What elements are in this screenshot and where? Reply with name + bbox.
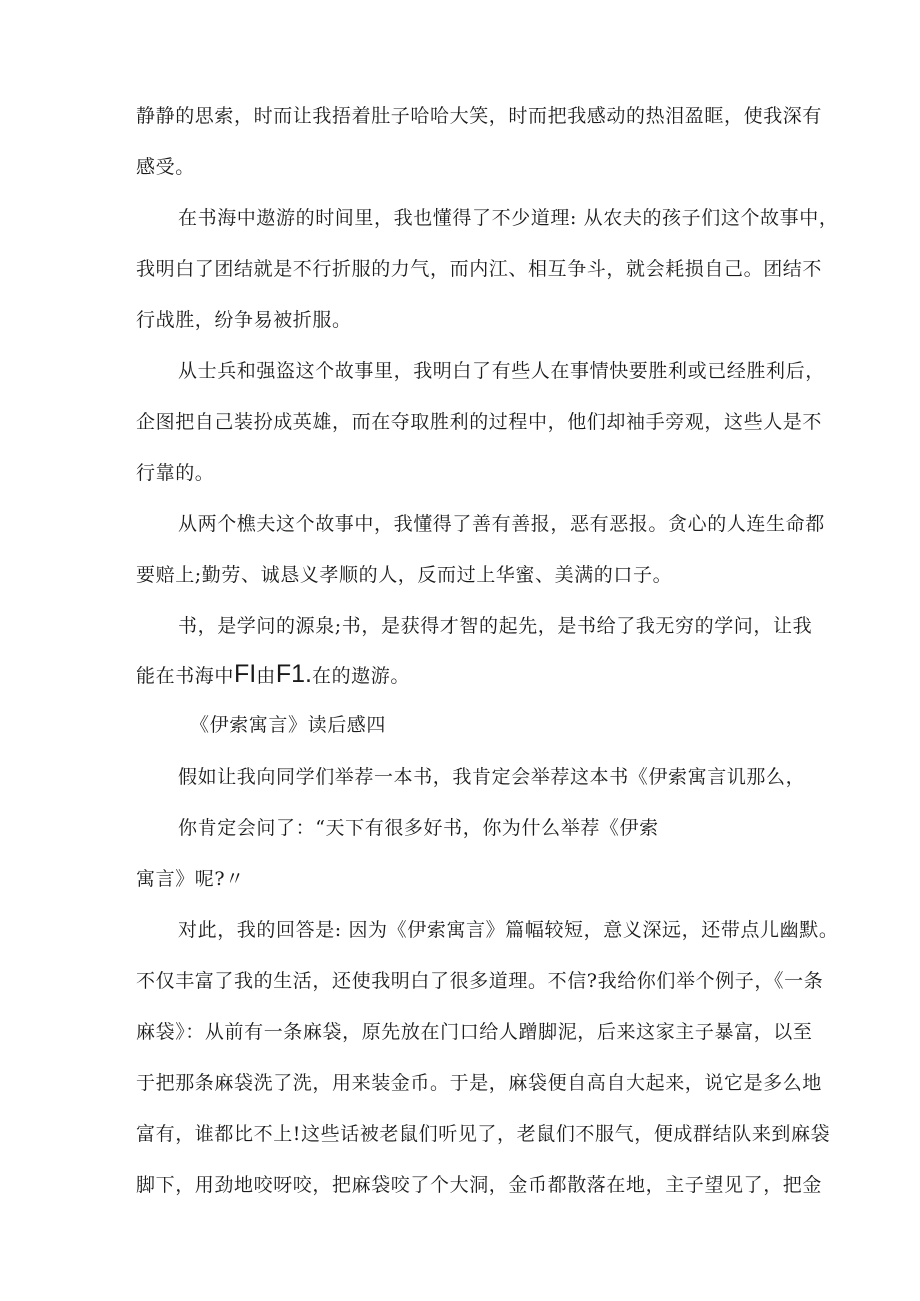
text-line: 在书海中遨游的时间里，我也懂得了不少道理: 从农夫的孩子们这个故事中， — [178, 207, 839, 229]
text-line: 从士兵和强盗这个故事里，我明白了有些人在事情快要胜利或已经胜利后， — [178, 360, 825, 382]
garbled-glyph: FI — [234, 660, 257, 688]
garbled-text-line — [136, 662, 410, 688]
text-line: 脚下，用劲地咬呀咬，把麻袋咬了个大洞，金币都散落在地，主子望见了，把金 — [136, 1174, 823, 1196]
text-line: 不仅丰富了我的生活，还使我明白了很多道理。不信?我给你们举个例子，《一条 — [136, 970, 824, 992]
text-line: 假如让我向同学们举荐一本书，我肯定会举荐这本书《伊索寓言讥那么， — [178, 766, 806, 788]
text-line: 企图把自己装扮成英雄，而在夺取胜利的过程中，他们却袖手旁观，这些人是不 — [136, 411, 823, 433]
text-fragment: 由 — [256, 665, 276, 687]
text-fragment: 能在书海中 — [136, 665, 235, 687]
text-line: 行靠的。 — [136, 462, 215, 484]
text-line: 富有，谁都比不上!这些话被老鼠们听见了，老鼠们不服气，便成群结队来到麻袋 — [136, 1123, 831, 1145]
text-line: 我明白了团结就是不行折服的力气，而内江、相互争斗，就会耗损自己。团结不 — [136, 258, 823, 280]
text-line: 从两个樵夫这个故事中，我懂得了善有善报，恶有恶报。贪心的人连生命都 — [178, 513, 825, 535]
garbled-glyph: F1. — [275, 660, 312, 688]
text-line: 于把那条麻袋洗了洗，用来装金币。于是，麻袋便自高自大起来，说它是多么地 — [136, 1072, 823, 1094]
text-line: 对此，我的回答是: 因为《伊索寓言》篇幅较短，意义深远，还带点儿幽默。 — [178, 919, 839, 941]
text-line: 寓言》呢?〃 — [136, 868, 245, 890]
text-line: 麻袋》：从前有一条麻袋，原先放在门口给人蹭脚泥，后来这家主子暴富，以至 — [136, 1021, 813, 1043]
text-line: 你肯定会问了：“天下有很多好书，你为什么举荐《伊索 — [178, 817, 659, 839]
text-line: 静静的思索，时而让我捂着肚子哈哈大笑，时而把我感动的热泪盈眶，使我深有 — [136, 105, 823, 127]
text-line: 要赔上;勤劳、诚恳义孝顺的人，反而过上华蜜、美满的口子。 — [136, 564, 673, 586]
text-fragment: 在的遨游。 — [311, 665, 410, 687]
text-line: 感受。 — [136, 156, 195, 178]
section-title: 《伊索寓言》读后感四 — [190, 714, 387, 736]
text-line: 行战胜，纷争易被折服。 — [136, 309, 352, 331]
text-line: 书，是学问的源泉;书，是获得才智的起先，是书给了我无穷的学问，让我 — [178, 615, 813, 637]
